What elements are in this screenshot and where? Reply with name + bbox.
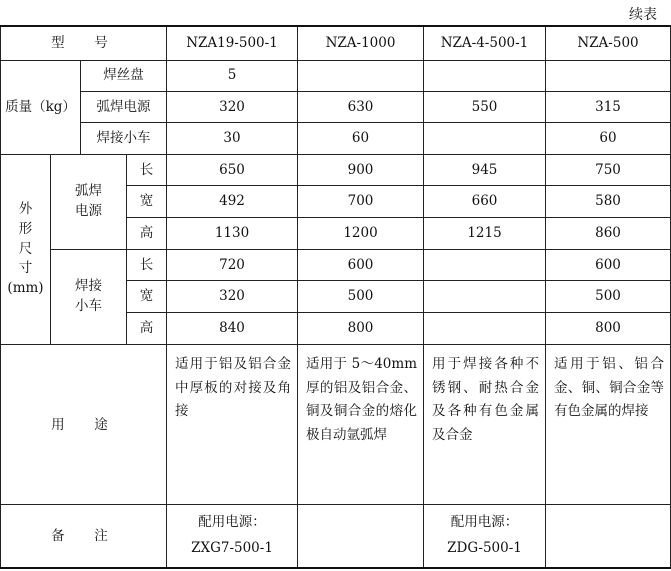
table-cell: 720 — [167, 249, 298, 280]
label-line: 弧焊 — [75, 183, 102, 200]
usage-text: 适用于铝、铝合金、铜、铜合金等有色金属的焊接 — [554, 355, 664, 420]
model-header: 型 号 — [1, 26, 167, 60]
table-cell: 840 — [167, 312, 298, 344]
table-cell — [546, 60, 671, 91]
remark-line: ZDG-500-1 — [447, 540, 522, 557]
label-line: 寸 — [18, 260, 33, 277]
table-cell: 600 — [298, 249, 424, 280]
table-cell: 60 — [298, 122, 424, 154]
mass-label: 质量（kg） — [1, 60, 81, 154]
label-line: 外 — [18, 201, 33, 218]
table-cell — [424, 122, 546, 154]
remark-line: 配用电源： — [198, 514, 266, 531]
remark-cell — [546, 505, 671, 568]
carriage-group-label — [51, 249, 127, 344]
row-label: 高 — [127, 217, 167, 249]
table-cell: 700 — [298, 185, 424, 217]
row-label: 宽 — [127, 185, 167, 217]
table-cell: 1215 — [424, 217, 546, 249]
label-line: 小车 — [75, 297, 102, 314]
remark-line: ZXG7-500-1 — [191, 540, 273, 557]
welding-machine-spec-table — [0, 25, 671, 569]
row-label: 焊接小车 — [81, 122, 167, 154]
power-source-group-label — [51, 154, 127, 249]
table-cell: 600 — [546, 249, 671, 280]
table-cell: 320 — [167, 280, 298, 312]
row-label: 高 — [127, 312, 167, 344]
dimensions-label — [1, 154, 51, 344]
label-line: 电源 — [75, 202, 102, 219]
table-cell: 550 — [424, 91, 546, 122]
label-line: (mm) — [7, 279, 44, 296]
model-name: NZA-500 — [546, 26, 671, 60]
label-line: 尺 — [18, 240, 33, 257]
table-cell: 500 — [546, 280, 671, 312]
label-line: 形 — [18, 221, 33, 237]
table-cell: 1130 — [167, 217, 298, 249]
row-label: 长 — [127, 249, 167, 280]
table-cell — [424, 280, 546, 312]
table-continued-caption: 续表 — [629, 7, 657, 23]
model-name: NZA19-500-1 — [167, 26, 298, 60]
usage-text: 适用于铝及铝合金中厚板的对接及角接 — [175, 355, 291, 420]
row-label: 弧焊电源 — [81, 91, 167, 122]
remarks-label: 备 注 — [1, 505, 167, 568]
table-cell: 492 — [167, 185, 298, 217]
table-cell: 900 — [298, 154, 424, 185]
table-cell: 800 — [298, 312, 424, 344]
table-cell — [424, 60, 546, 91]
remark-cell — [298, 505, 424, 568]
table-cell: 800 — [546, 312, 671, 344]
remark-cell — [424, 505, 546, 568]
row-label: 长 — [127, 154, 167, 185]
table-cell: 320 — [167, 91, 298, 122]
row-label: 宽 — [127, 280, 167, 312]
usage-cell — [167, 344, 298, 504]
table-cell: 315 — [546, 91, 671, 122]
usage-text: 适用于 5～40mm 厚的铝及铝合金、铜及铜合金的熔化极自动氩弧焊 — [306, 355, 417, 443]
remark-line: 配用电源： — [450, 514, 519, 531]
table-cell: 60 — [546, 122, 671, 154]
table-cell: 580 — [546, 185, 671, 217]
usage-cell — [424, 344, 546, 504]
table-cell — [424, 312, 546, 344]
usage-cell — [546, 344, 671, 504]
table-cell — [298, 60, 424, 91]
usage-text: 用于焊接各种不锈钢、耐热合金及各种有色金属及合金 — [432, 355, 539, 443]
model-name: NZA-1000 — [298, 26, 424, 60]
table-cell: 660 — [424, 185, 546, 217]
table-cell: 630 — [298, 91, 424, 122]
model-name: NZA-4-500-1 — [424, 26, 546, 60]
row-label: 焊丝盘 — [81, 60, 167, 91]
table-cell: 1200 — [298, 217, 424, 249]
table-cell: 5 — [167, 60, 298, 91]
table-cell — [424, 249, 546, 280]
label-line: 焊接 — [75, 278, 102, 295]
table-cell: 860 — [546, 217, 671, 249]
table-cell: 500 — [298, 280, 424, 312]
table-cell: 945 — [424, 154, 546, 185]
table-cell: 30 — [167, 122, 298, 154]
usage-cell — [298, 344, 424, 504]
table-cell: 750 — [546, 154, 671, 185]
remark-cell — [167, 505, 298, 568]
table-cell: 650 — [167, 154, 298, 185]
usage-label: 用 途 — [1, 344, 167, 504]
